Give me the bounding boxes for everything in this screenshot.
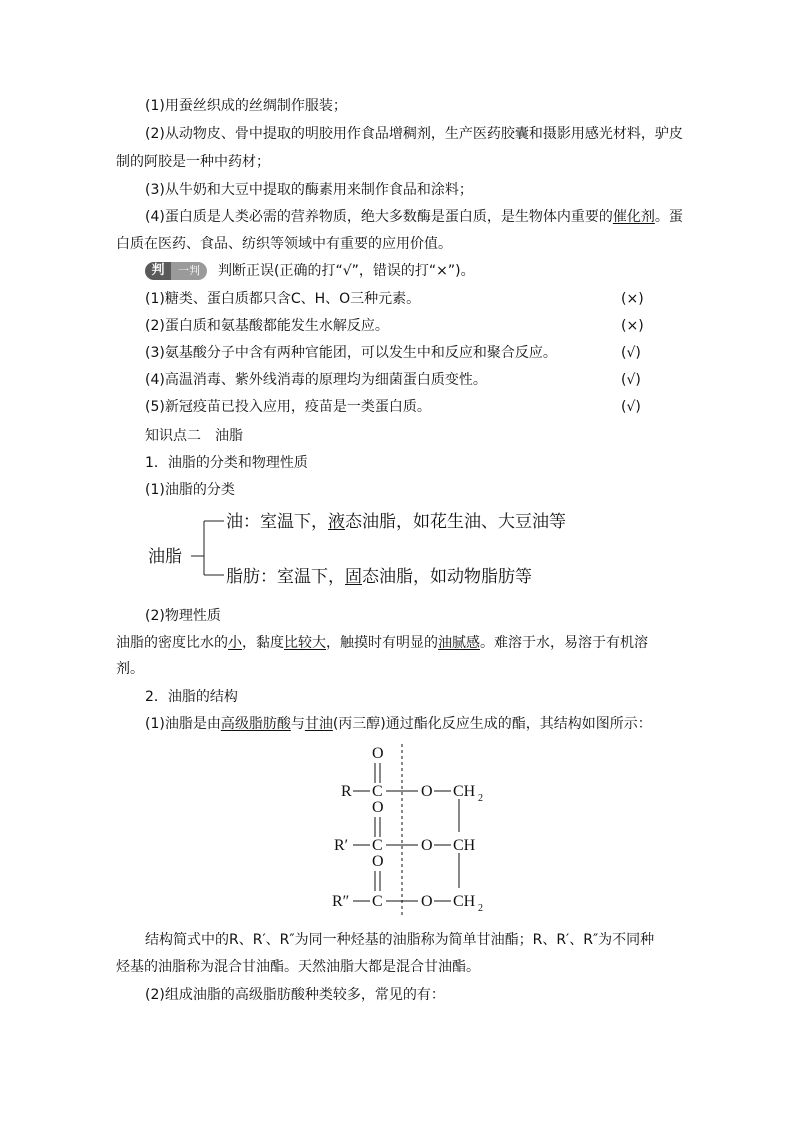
oil-answer: 液: [328, 512, 345, 532]
subheading-physical: (2)物理性质: [145, 608, 221, 624]
ch-middle: CH: [453, 837, 476, 854]
use-item-1: (1)用蚕丝织成的丝绸制作服装；: [145, 98, 347, 114]
heading-classification: 1．油脂的分类和物理性质: [145, 455, 308, 471]
judge-item-4: (4)高温消毒、紫外线消毒的原理均为细菌蛋白质变性。: [145, 372, 487, 388]
fat-desc: 态油脂，如动物脂肪等: [362, 567, 532, 587]
judge-item-2: (2)蛋白质和氨基酸都能发生水解反应。: [145, 318, 389, 334]
use-item-4-line2: 白质在医药、食品、纺织等领域中有重要的应用价值。: [116, 236, 452, 252]
carbon-1: C: [372, 783, 383, 800]
judge-answer-3: (√): [621, 345, 641, 361]
oil-desc: 态油脂，如花生油、大豆油等: [345, 512, 566, 532]
section-title: 知识点二 油脂: [145, 428, 243, 444]
judge-instruction: 判断正误(正确的打“√”，错误的打“×”)。: [218, 263, 475, 279]
ester-oxygen-3: O: [421, 893, 433, 910]
physical-line2: 剂。: [116, 661, 144, 677]
subheading-classification: (1)油脂的分类: [145, 482, 235, 498]
judge-badge-sub: 一判: [171, 262, 207, 280]
use-item-3: (3)从牛奶和大豆中提取的酶素用来制作食品和涂料；: [145, 182, 473, 198]
oxygen-top-1: O: [372, 745, 384, 762]
phys-text-4: 。难溶于水，易溶于有机溶: [480, 635, 648, 651]
ch2-bottom: CH: [453, 893, 476, 910]
phys-text-1: 油脂的密度比水的: [116, 635, 228, 651]
carbon-3: C: [372, 893, 383, 910]
phys-answer-2: 比较大: [284, 635, 326, 651]
structure-text-2: 与: [290, 716, 305, 732]
judge-item-5: (5)新冠疫苗已投入应用，疫苗是一类蛋白质。: [145, 399, 431, 415]
structure-text-3: (丙三醇)通过酯化反应生成的酯，其结构如图所示：: [332, 716, 652, 732]
oil-label: 油：室温下，: [226, 512, 328, 532]
judge-item-1: (1)糖类、蛋白质都只含C、H、O三种元素。: [145, 291, 421, 307]
judge-answer-2: (×): [621, 318, 644, 334]
structure-answer-2: 甘油: [304, 716, 333, 732]
ch2-top-sub: 2: [478, 793, 483, 804]
judge-answer-5: (√): [621, 399, 641, 415]
use-item-4-text: (4)蛋白质是人类必需的营养物质，绝大多数酶是蛋白质，是生物体内重要的: [145, 209, 613, 225]
judge-answer-1: (×): [621, 291, 644, 307]
phys-text-2: ，黏度: [242, 635, 284, 651]
r-group-2: R′: [334, 837, 349, 854]
phys-answer-1: 小: [228, 635, 242, 651]
use-item-2-line1: (2)从动物皮、骨中提取的明胶用作食品增稠剂，生产医药胶囊和摄影用感光材料，驴皮: [145, 126, 683, 142]
judge-answer-4: (√): [621, 372, 641, 388]
oxygen-top-2: O: [372, 799, 384, 816]
fat-answer: 固: [345, 567, 362, 587]
structure-text-1: (1)油脂是由: [145, 716, 221, 732]
ester-oxygen-1: O: [421, 783, 433, 800]
fatty-acid-intro: (2)组成油脂的高级脂肪酸种类较多，常见的有：: [145, 987, 445, 1003]
structure-answer-1: 高级脂肪酸: [220, 716, 291, 732]
fat-label: 脂肪：室温下，: [226, 567, 345, 587]
use-item-2-line2: 制的阿胶是一种中药材；: [116, 154, 270, 170]
phys-answer-3: 油腻感: [438, 635, 480, 651]
judge-item-3: (3)氨基酸分子中含有两种官能团，可以发生中和反应和聚合反应。: [145, 345, 557, 361]
ch2-bottom-sub: 2: [478, 903, 483, 914]
ester-oxygen-2: O: [421, 837, 433, 854]
structure-desc-line2: 烃基的油脂称为混合甘油酯。天然油脂大都是混合甘油酯。: [116, 959, 480, 975]
ch2-top: CH: [453, 783, 476, 800]
use-item-4-tail: 。蛋: [654, 209, 683, 225]
tree-root: 油脂: [148, 547, 182, 567]
heading-structure: 2．油脂的结构: [145, 689, 238, 705]
r-group-1: R: [341, 783, 352, 800]
structure-desc-line1: 结构简式中的R、R′、R″为同一种烃基的油脂称为简单甘油酯；R、R′、R″为不同种: [145, 932, 655, 948]
judge-badge-main: 判: [145, 262, 171, 280]
r-group-3: R″: [332, 893, 350, 910]
answer-underlined: 催化剂: [612, 209, 655, 225]
carbon-2: C: [372, 837, 383, 854]
oxygen-top-3: O: [372, 853, 384, 870]
phys-text-3: ，触摸时有明显的: [326, 635, 438, 651]
